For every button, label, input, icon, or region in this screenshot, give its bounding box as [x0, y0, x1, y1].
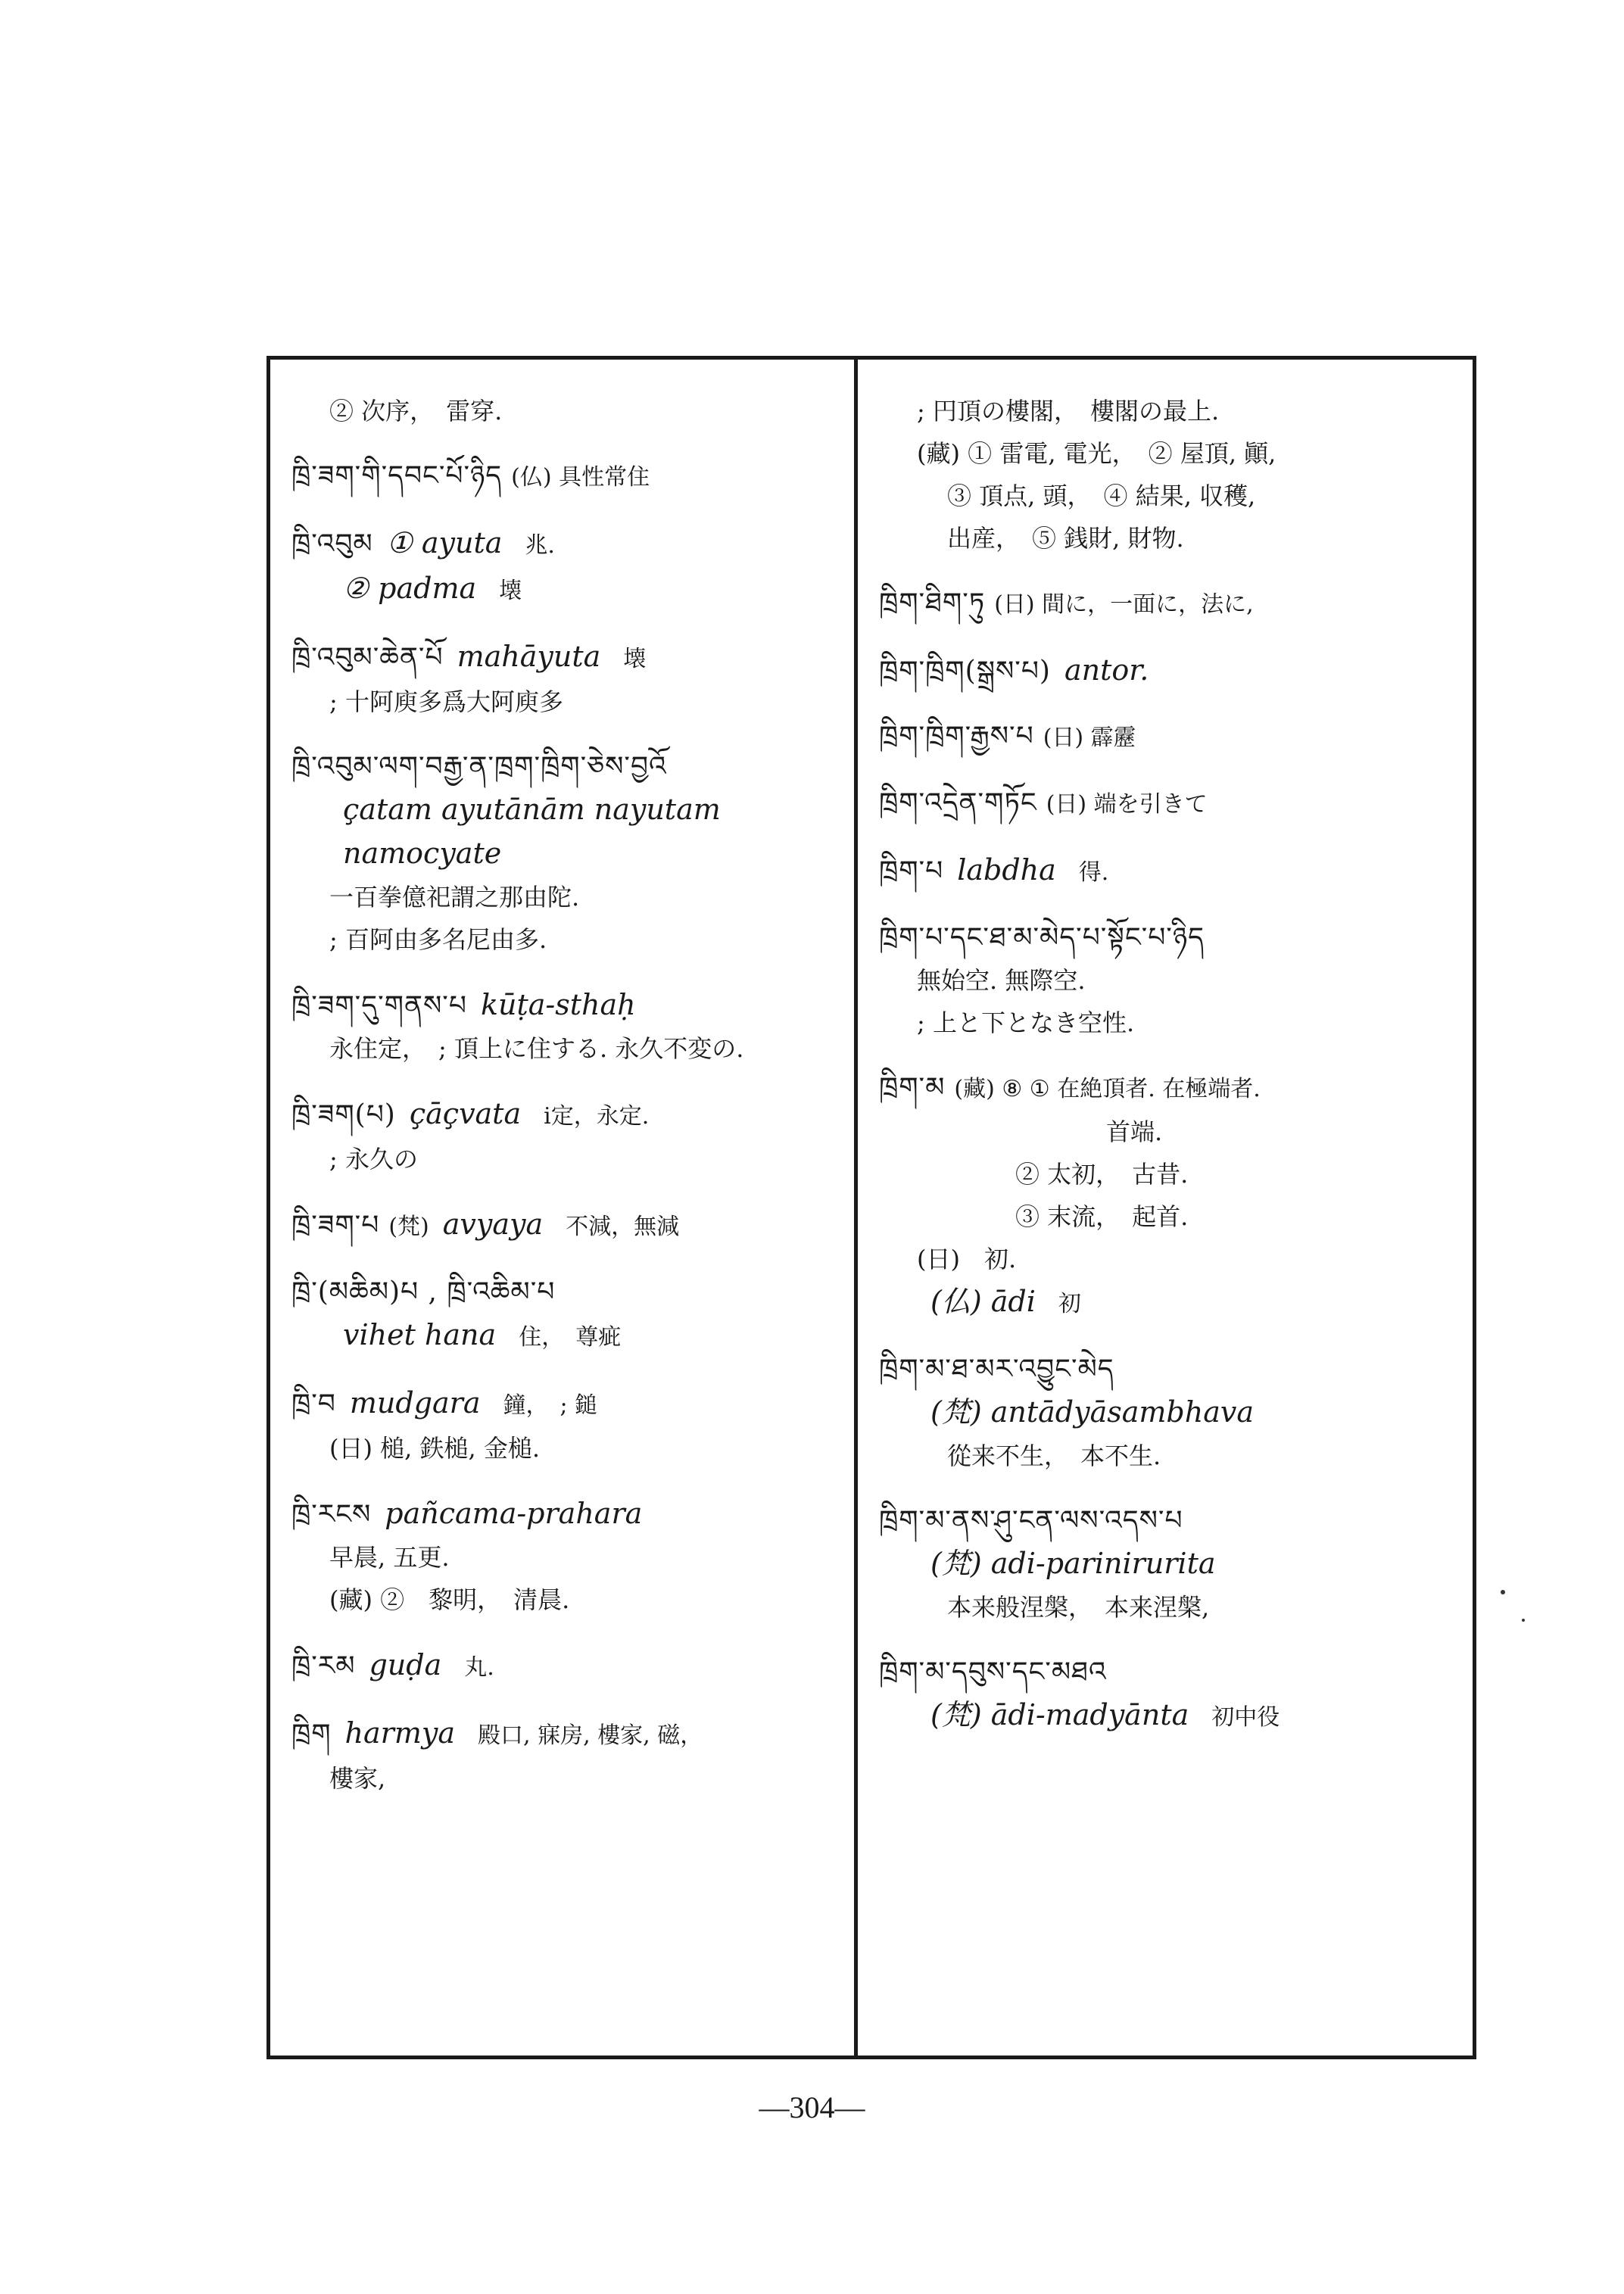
entry-line — [291, 1579, 848, 1621]
dictionary-entry — [879, 1651, 1467, 1739]
left-column — [270, 360, 854, 2056]
meaning-text: 住， 尊疵 — [519, 1324, 622, 1351]
tibetan-headword: ཁྲིག་མ་ནས་ཤུ་ངན་ལས་འདས་པ — [879, 1505, 1183, 1536]
dictionary-entry — [291, 746, 848, 961]
tibetan-headword: ཁྲིག་འདྲེན་གཏོང — [879, 787, 1037, 818]
meaning-text: 初中役 — [1211, 1704, 1280, 1731]
entry-text: 出産， ⑤ 銭財, 財物. — [947, 524, 1184, 553]
tibetan-headword: ཁྲིག་ཁྲིག་རྒྱས་པ — [879, 721, 1034, 752]
entry-text: 永住定， ; 頂上に住する. 永久不変の. — [329, 1034, 744, 1063]
entry-line — [291, 918, 848, 961]
dictionary-entry — [291, 522, 848, 612]
dictionary-entry — [291, 635, 848, 723]
tibetan-headword: ཁྲི་(མཆིམ)པ , ཁྲི་འཆིམ་པ — [291, 1276, 556, 1308]
entry-headline — [879, 1651, 1467, 1694]
entry-line — [291, 832, 848, 876]
sanskrit-term: mahāyuta — [457, 640, 601, 673]
entry-text: (藏) ① 雷電, 電光， ② 屋頂, 顚, — [917, 439, 1276, 468]
sanskrit-term: avyaya — [442, 1208, 544, 1241]
tibetan-headword: ཁྲིག་མ — [879, 1072, 946, 1103]
entry-text: ; 永久の — [329, 1145, 418, 1173]
tibetan-headword: ཁྲིག་ཁྲིག(སྒྲས་པ) — [879, 656, 1051, 687]
entry-headline — [291, 1203, 848, 1248]
dictionary-entry — [879, 1348, 1467, 1477]
dictionary-entry — [291, 1712, 848, 1800]
entry-headline — [879, 715, 1467, 759]
dictionary-entry — [879, 715, 1467, 759]
dictionary-entry — [291, 983, 848, 1070]
entry-line — [879, 1586, 1467, 1629]
entry-text: 從来不生， 本不生. — [947, 1442, 1161, 1470]
entry-text: 早晨, 五更. — [329, 1543, 450, 1572]
entry-line — [291, 1427, 848, 1470]
dictionary-entry — [291, 1382, 848, 1470]
entry-line — [879, 1153, 1467, 1195]
tibetan-headword: ཁྲི་བ — [291, 1389, 336, 1420]
dictionary-entry — [291, 390, 848, 432]
entry-headline — [291, 746, 848, 788]
entry-text: ② 次序， 雷穿. — [329, 397, 503, 425]
entry-text: ; 十阿庾多爲大阿庾多 — [329, 687, 563, 716]
dictionary-entry — [291, 1203, 848, 1248]
entry-line — [879, 432, 1467, 475]
entry-headline — [291, 1492, 848, 1536]
tibetan-headword: ཁྲིག་མ་དབུས་དང་མཐའ — [879, 1657, 1107, 1688]
dictionary-entry — [879, 1500, 1467, 1629]
dictionary-entry — [879, 917, 1467, 1044]
tibetan-headword: ཁྲིག་ཐིག་ཏུ — [879, 588, 986, 619]
entry-line — [879, 1238, 1467, 1280]
entry-line — [879, 1694, 1467, 1739]
dictionary-entry — [879, 649, 1467, 693]
sanskrit-term: mudgara — [349, 1386, 481, 1420]
entry-headline — [291, 522, 848, 567]
entry-text: 首端. — [1106, 1117, 1163, 1146]
meaning-text: (日) 霹靂 — [1043, 725, 1136, 751]
meaning-text: 壊 — [499, 578, 522, 604]
entry-headline — [291, 390, 848, 432]
entry-headline — [291, 1382, 848, 1427]
meaning-text: 兆. — [525, 532, 555, 559]
entry-text: 樓家, — [329, 1764, 386, 1793]
entry-line — [879, 959, 1467, 1002]
meaning-text: 壊 — [623, 646, 647, 672]
meaning-text: 丸. — [464, 1654, 494, 1681]
tibetan-headword: ཁྲི་འབུམ་ཆེན་པོ — [291, 642, 444, 673]
entry-text: (日) 初. — [917, 1245, 1017, 1273]
dictionary-entry — [879, 849, 1467, 894]
sanskrit-term: kūṭa-sthaḥ — [480, 988, 636, 1021]
sanskrit-term: ① ayuta — [386, 526, 503, 559]
sanskrit-term: ② padma — [343, 572, 477, 605]
scan-speck — [1501, 1590, 1505, 1594]
scan-speck — [1522, 1619, 1525, 1622]
entry-line — [879, 1542, 1467, 1586]
entry-text: ③ 末流， 起首. — [1015, 1202, 1189, 1231]
tibetan-headword: ཁྲི་ཟག(པ) — [291, 1099, 396, 1130]
dictionary-entry — [879, 582, 1467, 626]
entry-headline — [879, 649, 1467, 693]
entry-line — [291, 1138, 848, 1180]
entry-line — [879, 1195, 1467, 1238]
entry-headline — [879, 782, 1467, 826]
tibetan-headword: ཁྲི་འབུམ་ལག་བརྒྱ་ན་ཁྲག་ཁྲིག་ཅེས་བྱའོ — [291, 751, 667, 782]
entry-text: ; 上と下となき空性. — [917, 1008, 1135, 1037]
entry-line — [291, 1536, 848, 1579]
entry-headline — [879, 582, 1467, 626]
entry-line — [879, 1111, 1467, 1153]
meaning-text: (梵) — [388, 1214, 429, 1240]
tibetan-headword: ཁྲི་རམ — [291, 1650, 356, 1682]
sanskrit-term: çatam ayutānām nayutam — [343, 793, 721, 826]
page-number: —304— — [759, 2090, 865, 2124]
sanskrit-term: (梵) antādyāsambhava — [930, 1395, 1254, 1429]
entry-headline — [291, 1644, 848, 1689]
entry-text: 無始空. 無際空. — [917, 966, 1086, 995]
entry-line — [879, 1280, 1467, 1326]
entry-line — [291, 1314, 848, 1359]
meaning-text: 得. — [1078, 859, 1109, 886]
sanskrit-term: (梵) adi-parinirurita — [930, 1547, 1216, 1580]
entry-headline — [879, 849, 1467, 894]
entry-line — [879, 1002, 1467, 1044]
entry-headline — [291, 1271, 848, 1314]
entry-headline — [879, 1067, 1467, 1111]
tibetan-headword: ཁྲིག་མ་ཐ་མར་འབྱུང་མེད — [879, 1354, 1114, 1385]
entry-text: 本来般涅槃， 本来涅槃, — [947, 1593, 1210, 1622]
dictionary-entry — [879, 390, 1467, 559]
entry-text: ; 円頂の樓閣， 樓閣の最上. — [917, 397, 1220, 425]
sanskrit-term: guḍa — [369, 1648, 442, 1682]
entry-headline — [291, 455, 848, 499]
entry-line — [879, 1391, 1467, 1435]
entry-headline — [291, 635, 848, 681]
entry-text: (藏) ② 黎明， 清晨. — [329, 1585, 570, 1614]
sanskrit-term: harmya — [344, 1716, 455, 1750]
entry-line — [291, 567, 848, 612]
dictionary-entry — [879, 1067, 1467, 1326]
meaning-text: 鐘， ; 鎚 — [503, 1392, 598, 1419]
entry-line — [879, 1435, 1467, 1477]
tibetan-headword: ཁྲིག — [291, 1719, 332, 1750]
entry-headline — [291, 1712, 848, 1757]
meaning-text: 殿口, 寐房, 樓家, 磁， — [478, 1722, 703, 1749]
meaning-text: (藏) ⑧ ① 在絶頂者. 在極端者. — [954, 1076, 1261, 1102]
tibetan-headword: ཁྲི་ཟག་པ — [291, 1210, 380, 1241]
entry-text: 一百拳億祀謂之那由陀. — [329, 883, 580, 912]
entry-line — [879, 475, 1467, 517]
sanskrit-term: antor. — [1064, 653, 1149, 687]
sanskrit-term: vihet hana — [343, 1318, 497, 1351]
entry-line — [291, 1757, 848, 1800]
tibetan-headword: ཁྲིག་པ་དང་ཐ་མ་མེད་པ་སྟོང་པ་ཉིད — [879, 922, 1205, 953]
entry-headline — [879, 390, 1467, 432]
entry-line — [879, 517, 1467, 559]
meaning-text: 初 — [1058, 1291, 1081, 1317]
dictionary-entry — [291, 1644, 848, 1689]
entry-line — [291, 876, 848, 918]
meaning-text: (日) 端を引きて — [1046, 791, 1208, 818]
sanskrit-term: çāçvata — [409, 1097, 522, 1130]
tibetan-headword: ཁྲི་རངས — [291, 1499, 372, 1530]
sanskrit-term: (仏) ādi — [930, 1285, 1036, 1318]
sanskrit-term: namocyate — [343, 837, 502, 870]
meaning-text: ⅰ定，永定. — [544, 1103, 650, 1130]
entry-line — [291, 681, 848, 723]
sanskrit-term: pañcama-prahara — [385, 1497, 643, 1530]
entry-text: ③ 頂点, 頭， ④ 結果, 収穫, — [947, 482, 1256, 510]
tibetan-headword: ཁྲི་འབུམ — [291, 528, 373, 559]
entry-text: (日) 槌, 鉄槌, 金槌. — [329, 1434, 541, 1463]
tibetan-headword: ཁྲི་ཟག་གི་དབང་པོ་ཉིད — [291, 460, 503, 491]
dictionary-entry — [291, 1092, 848, 1180]
dictionary-entry — [291, 1271, 848, 1359]
entry-text: ② 太初， 古昔. — [1015, 1160, 1189, 1189]
entry-headline — [291, 983, 848, 1027]
meaning-text: (仏) 具性常住 — [511, 464, 650, 491]
entry-line — [291, 1027, 848, 1070]
sanskrit-term: labdha — [957, 853, 1056, 887]
entry-text: ; 百阿由多名尼由多. — [329, 925, 547, 954]
dictionary-entry — [291, 1492, 848, 1621]
entry-headline — [879, 917, 1467, 959]
tibetan-headword: ཁྲི་ཟག་དུ་གནས་པ — [291, 990, 467, 1021]
tibetan-headword: ཁྲིག་པ — [879, 856, 944, 887]
meaning-text: (日) 間に，一面に，法に, — [994, 591, 1254, 618]
entry-line — [291, 788, 848, 832]
dictionary-entry — [879, 782, 1467, 826]
entry-headline — [879, 1348, 1467, 1391]
sanskrit-term: (梵) ādi-madyānta — [930, 1698, 1189, 1731]
meaning-text: 不減，無減 — [566, 1214, 680, 1240]
entry-headline — [879, 1500, 1467, 1542]
right-column — [858, 360, 1473, 2056]
entry-headline — [291, 1092, 848, 1138]
dictionary-entry — [291, 455, 848, 499]
